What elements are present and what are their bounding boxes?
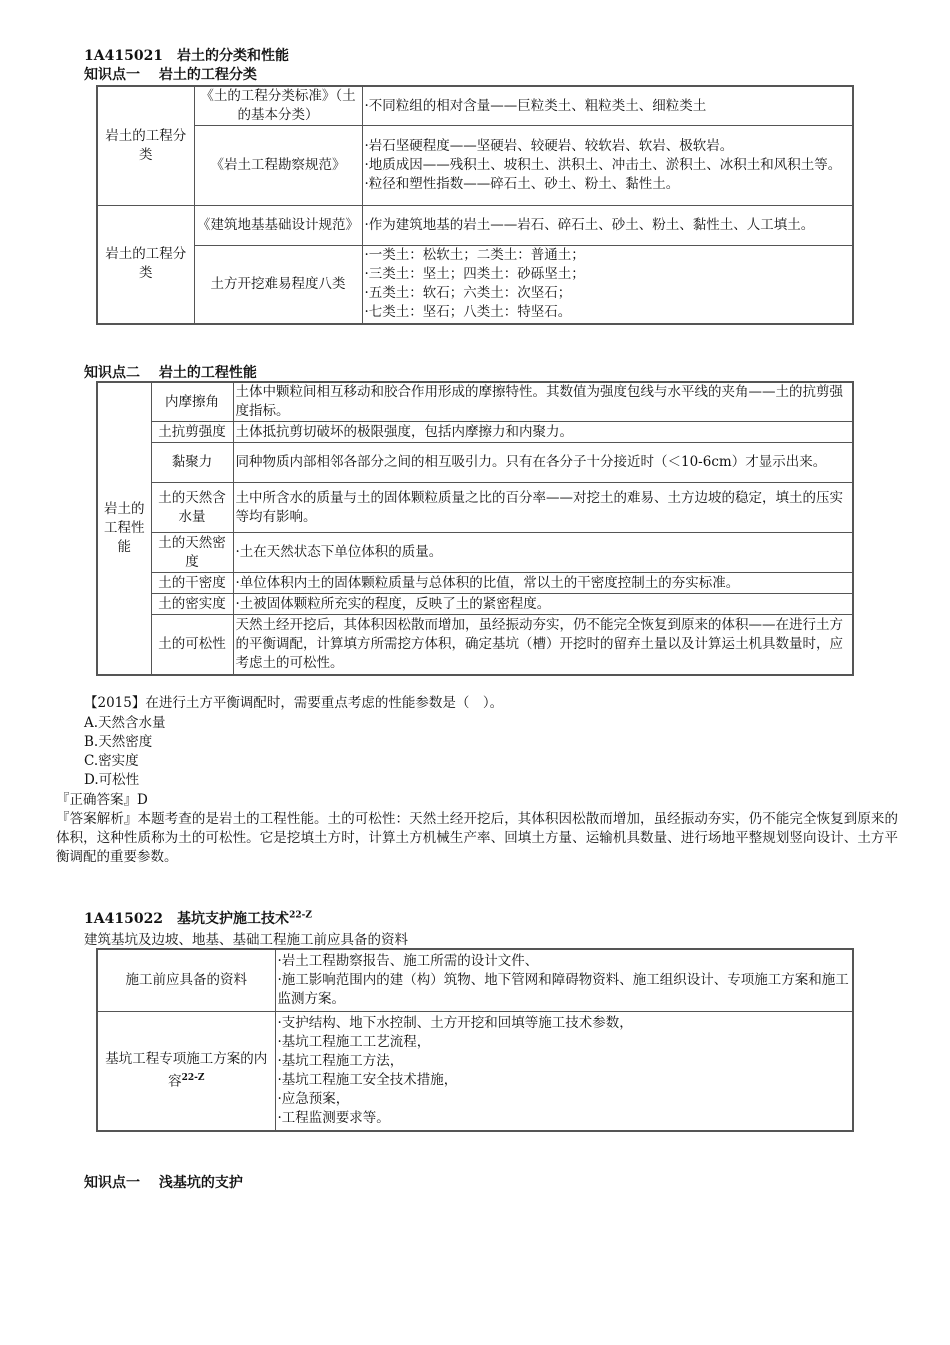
prop-name: 土的天然含水量: [151, 483, 233, 533]
prop-name: 土的密实度: [151, 594, 233, 615]
soil-class-line: ·一类土：松软土；二类土：普通土；: [364, 247, 585, 264]
special-plan-line: ·支护结构、地下水控制、土方开挖和回填等施工技术参数，: [277, 1014, 633, 1031]
std-geotech-survey: 《岩土工程勘察规范》: [194, 126, 362, 206]
shallow-pit-title: 知识点一 浅基坑的支护: [84, 1175, 243, 1191]
prop-name: 内摩擦角: [151, 382, 233, 422]
special-plan-line: ·基坑工程施工工艺流程，: [277, 1033, 431, 1050]
geotech-line: ·地质成因——残积土、坡积土、洪积土、冲击土、淤积土、冰积土和风积土等。: [364, 157, 842, 173]
option-c: C.密实度: [84, 753, 139, 769]
prop-name: 土的干密度: [151, 573, 233, 594]
pre-construction-desc: [275, 949, 853, 1011]
prop-desc: 土中所含水的质量与土的固体颗粒质量之比的百分率——对挖土的难易、土方边坡的稳定，填土的压实等均有影响。: [233, 483, 853, 533]
soil-class-line: ·五类土：软石；六类土：次坚石；: [364, 285, 572, 302]
pit-materials-table: [96, 948, 854, 1132]
special-plan-line: ·基坑工程施工方法，: [277, 1052, 404, 1069]
special-plan-line: ·应急预案，: [277, 1090, 350, 1107]
section-heading-1a415021: 1A415021 岩土的分类和性能: [84, 48, 290, 64]
desc-excavation-classes: [362, 246, 853, 324]
special-plan-desc: [275, 1011, 853, 1131]
prop-name: 黏聚力: [151, 443, 233, 483]
option-a: A.天然含水量: [84, 715, 166, 731]
desc-foundation: ·作为建筑地基的岩土——岩石、碎石土、砂土、粉土、黏性土、人工填土。: [362, 206, 853, 246]
prop-desc: ·土在天然状态下单位体积的质量。: [233, 533, 853, 573]
prop-desc: 同种物质内部相邻各部分之间的相互吸引力。只有在各分子十分接近时（＜10-6cm）才显示出来。: [233, 443, 853, 483]
prop-desc: 土体抵抗剪切破坏的极限强度，包括内摩擦力和内聚力。: [233, 422, 853, 443]
kp2-title: 知识点二 岩土的工程性能: [84, 365, 257, 381]
section2-subtitle: 建筑基坑及边坡、地基、基础工程施工前应具备的资料: [84, 932, 408, 948]
pre-construction-line: ·施工影响范围内的建（构）筑物、地下管网和障碍物资料、施工组织设计、专项施工方案和施工监测方案。: [277, 971, 849, 1007]
desc-geotech-survey: [362, 126, 853, 206]
pre-construction-label: 施工前应具备的资料: [97, 949, 275, 1011]
option-d: D.可松性: [84, 772, 140, 788]
properties-side-label: 岩土的工程性能: [97, 382, 151, 675]
geotech-line: ·粒径和塑性指数——碎石土、砂土、粉土、黏性土。: [364, 176, 680, 192]
answer-analysis: 『答案解析』本题考查的是岩土的工程性能。土的可松性：天然土经开挖后，其体积因松散而增加，虽经振动夯实，仍不能完全恢复到原来的体积，这种性质称为土的可松性。它是挖填土方时，计算土方机械生产率、回填土方量、运输机具数量、进行场地平整规划竖向设计、土方平衡调配的重要参数。: [56, 811, 898, 865]
group2-label: 岩土的工程分类: [97, 206, 194, 324]
prop-name: 土的天然密度: [151, 533, 233, 573]
section-heading-1a415022: [84, 908, 312, 928]
prop-name: 土的可松性: [151, 615, 233, 675]
special-plan-line: ·工程监测要求等。: [277, 1109, 390, 1126]
pre-construction-line: ·岩土工程勘察报告、施工所需的设计文件、: [277, 952, 539, 969]
soil-class-line: ·七类土：坚石；八类土：特坚石。: [364, 304, 572, 321]
geotech-line: ·岩石坚硬程度——坚硬岩、较硬岩、较软岩、软岩、极软岩。: [364, 138, 734, 154]
std-excavation-classes: 土方开挖难易程度八类: [194, 246, 362, 324]
group1-label: 岩土的工程分类: [97, 86, 194, 206]
kp1-title: 知识点一 岩土的工程分类: [84, 67, 257, 83]
prop-desc: 天然土经开挖后，其体积因松散而增加，虽经振动夯实，仍不能完全恢复到原来的体积——在进行土方的平衡调配，计算填方所需挖方体积，确定基坑（槽）开挖时的留弃土量以及计算运土机具数量时，应考虑土的可松性。: [233, 615, 853, 675]
prop-name: 土抗剪强度: [151, 422, 233, 443]
desc-grain-group: ·不同粒组的相对含量——巨粒类土、粗粒类土、细粒类土: [362, 86, 853, 126]
option-b: B.天然密度: [84, 734, 153, 750]
std-foundation-design: 《建筑地基基础设计规范》: [194, 206, 362, 246]
std-soil-classification: 《土的工程分类标准》（土的基本分类）: [194, 86, 362, 126]
special-plan-sup: 22-Z: [181, 1073, 205, 1083]
soil-class-line: ·三类土：坚土；四类土：砂砾坚土；: [364, 266, 585, 283]
section-heading-text: 1A415022 基坑支护施工技术: [84, 911, 290, 927]
properties-table: [96, 381, 854, 676]
classification-table: [96, 85, 854, 325]
heading-sup: 22-Z: [289, 910, 312, 921]
prop-desc: ·单位体积内土的固体颗粒质量与总体积的比值，常以土的干密度控制土的夯实标准。: [233, 573, 853, 594]
prop-desc: ·土被固体颗粒所充实的程度，反映了土的紧密程度。: [233, 594, 853, 615]
question-stem: 【2015】在进行土方平衡调配时，需要重点考虑的性能参数是（ ）。: [84, 695, 504, 711]
special-plan-label: [97, 1011, 275, 1131]
special-plan-line: ·基坑工程施工安全技术措施，: [277, 1071, 458, 1088]
prop-desc: 土体中颗粒间相互移动和胶合作用形成的摩擦特性。其数值为强度包线与水平线的夹角——土的抗剪强度指标。: [233, 382, 853, 422]
correct-answer: 『正确答案』D: [56, 792, 148, 808]
special-plan-text: 基坑工程专项施工方案的内容: [105, 1051, 268, 1090]
